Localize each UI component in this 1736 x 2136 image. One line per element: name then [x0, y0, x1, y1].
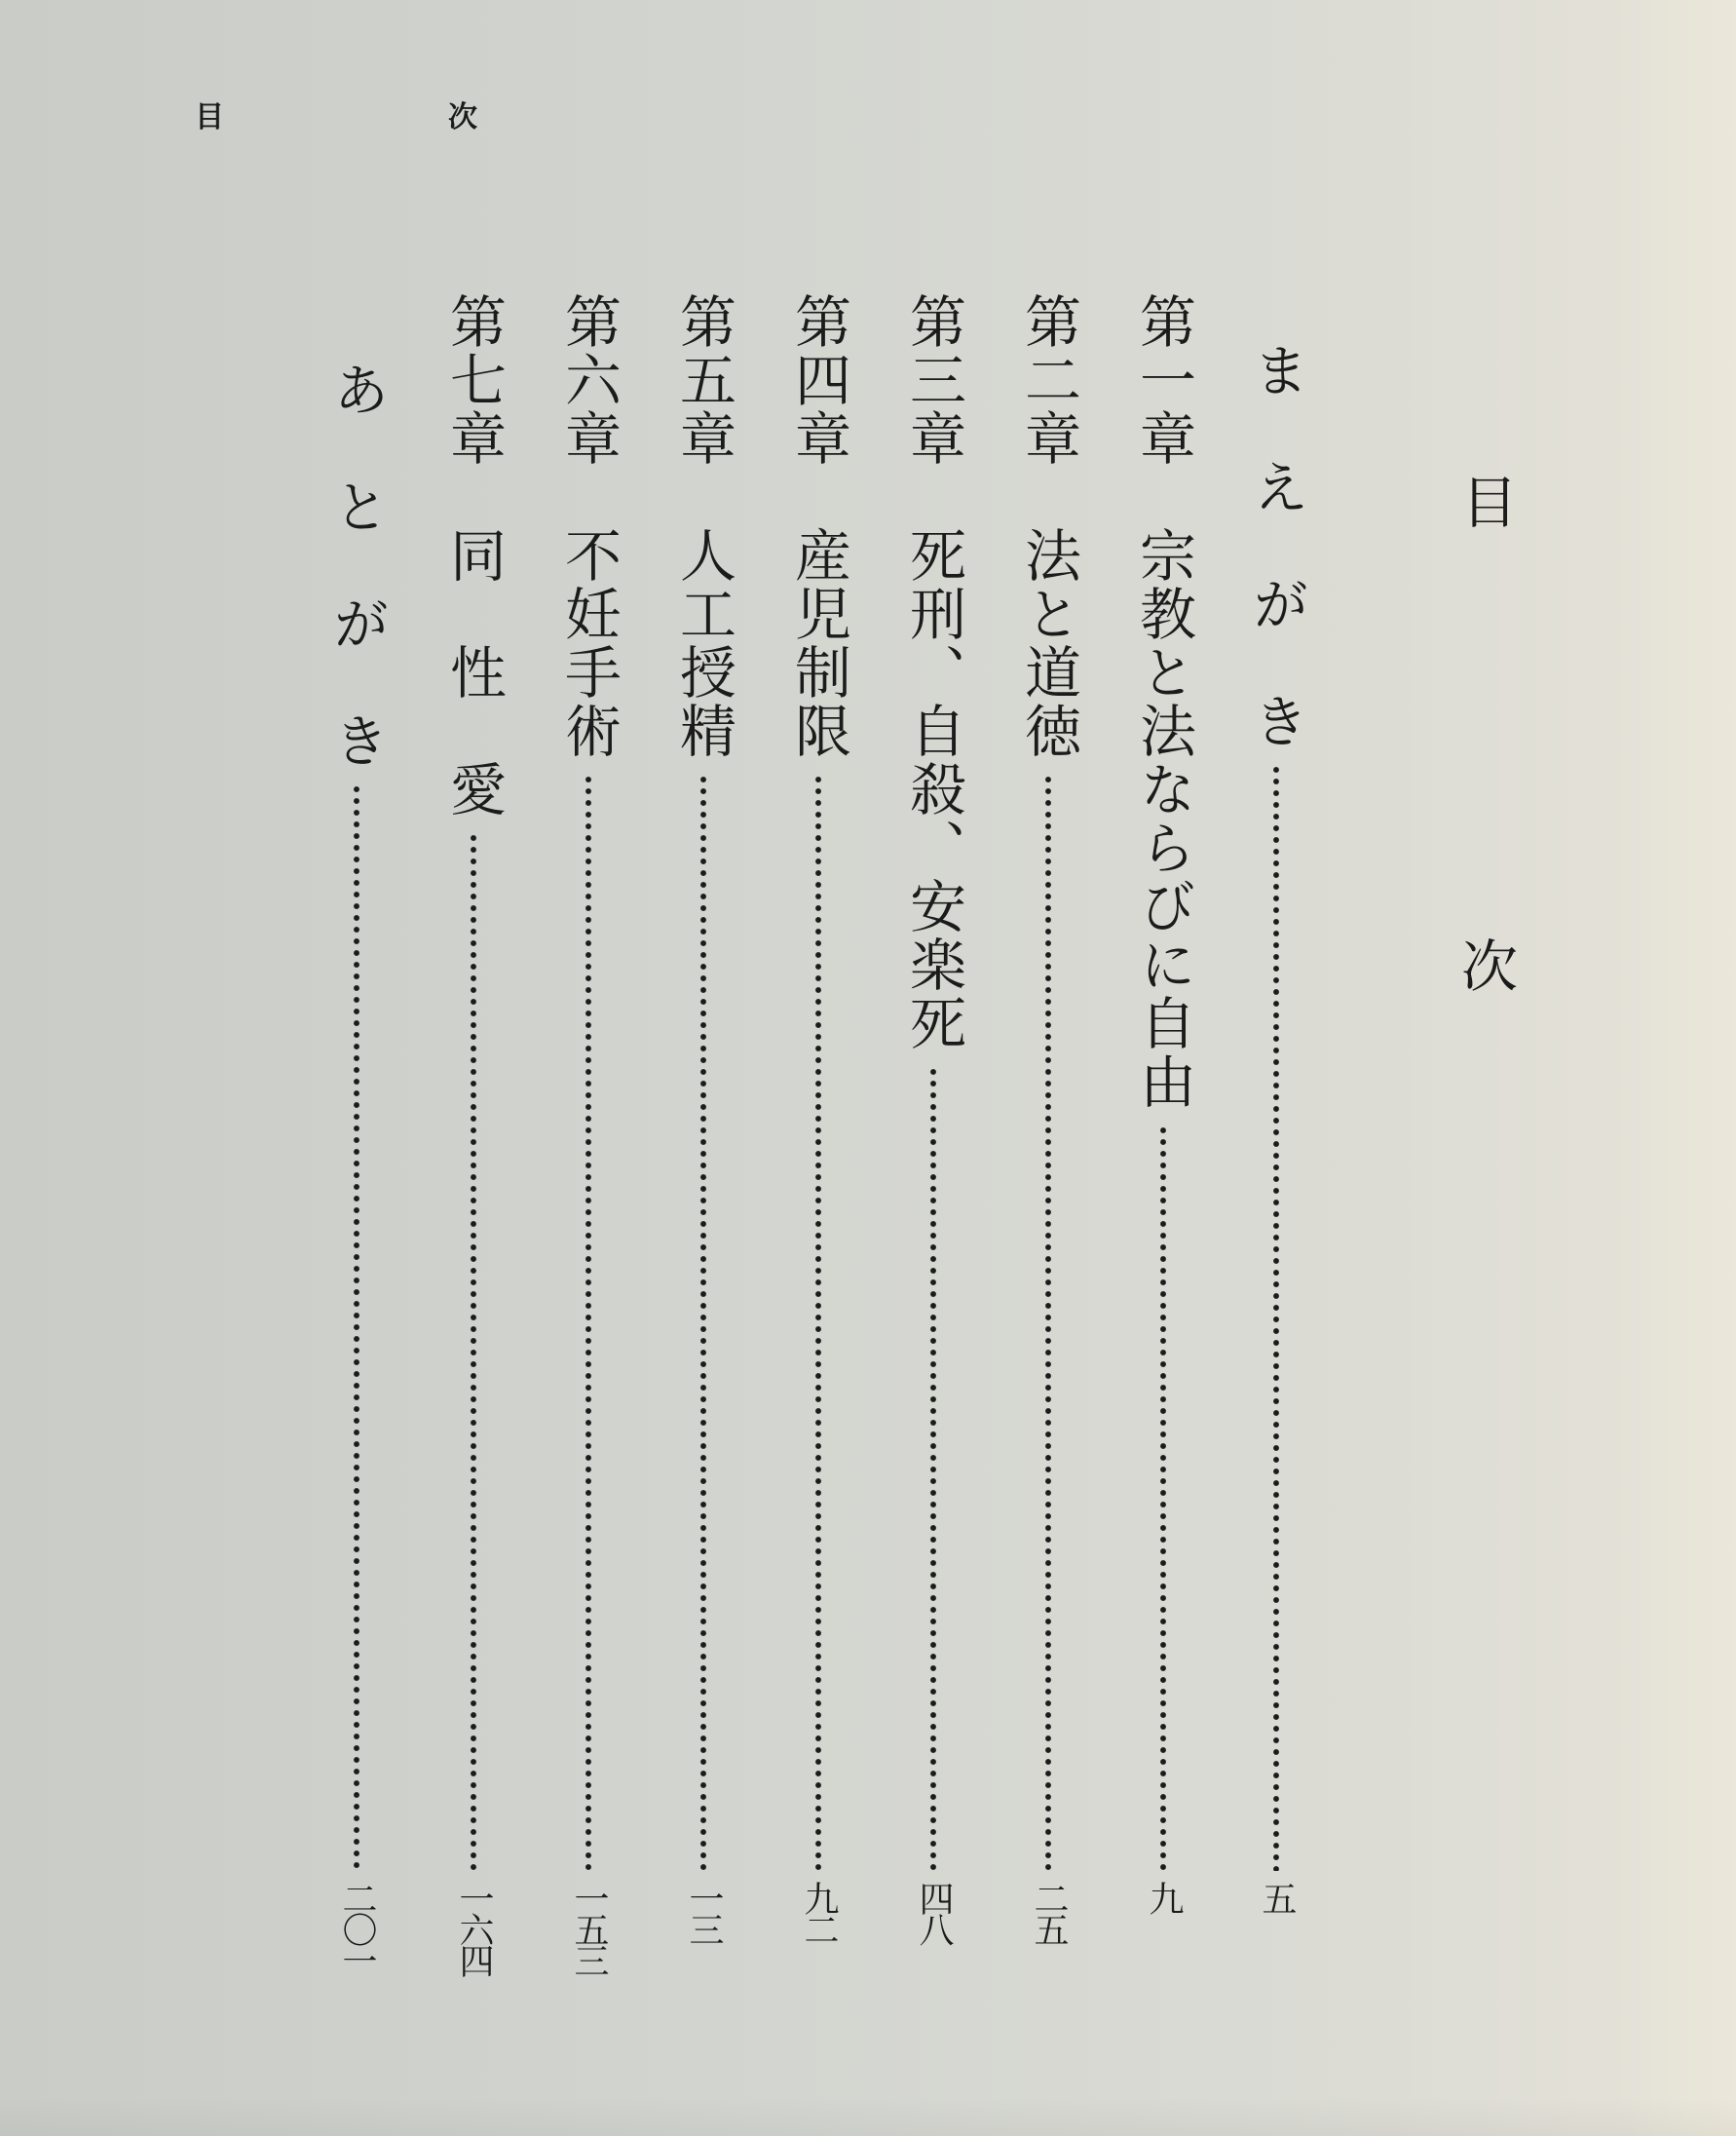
page-number: 九 — [1144, 1881, 1184, 1912]
entry-title: 第五章 人工授精 — [670, 292, 736, 760]
entry-title: ま え が き — [1243, 341, 1309, 750]
entry-title: 第六章 不妊手術 — [555, 292, 622, 760]
toc-entry-chapter-5[interactable] — [670, 292, 736, 1943]
dot-leader — [1159, 1125, 1167, 1871]
entry-title: 第七章 同 性 愛 — [440, 292, 507, 819]
entry-title: 第二章 法と道徳 — [1015, 292, 1081, 760]
dot-leader — [353, 783, 360, 1871]
toc-entry-chapter-7[interactable] — [440, 292, 507, 1974]
toc-entry-afterword[interactable] — [323, 292, 390, 1974]
toc-entry-chapter-2[interactable] — [1015, 292, 1081, 1943]
page-number: 一三 — [684, 1881, 724, 1943]
dot-leader — [1272, 764, 1280, 1871]
page-number: 九二 — [799, 1881, 839, 1943]
dot-leader — [814, 774, 822, 1871]
toc-entry-chapter-4[interactable] — [785, 292, 851, 1943]
toc-entry-chapter-3[interactable] — [900, 292, 966, 1943]
dot-leader — [585, 774, 592, 1871]
toc-entry-preface[interactable] — [1243, 292, 1309, 1929]
dot-leader — [699, 774, 707, 1871]
entry-title: 第四章 産児制限 — [785, 292, 851, 760]
toc-entry-chapter-6[interactable] — [555, 292, 622, 1974]
page-number: 一六四 — [454, 1881, 494, 1974]
page-number: 二五 — [1029, 1881, 1069, 1943]
page-shadow — [0, 2097, 1736, 2136]
page-number: 四八 — [914, 1881, 954, 1943]
entry-title: 第三章 死刑、自殺、安楽死 — [900, 292, 966, 1052]
page-number: 一五三 — [569, 1881, 609, 1974]
page-number: 五 — [1257, 1881, 1297, 1912]
dot-leader — [470, 832, 477, 1871]
entry-title: 第一章 宗教と法ならびに自由 — [1130, 292, 1196, 1111]
entry-title: あ と が き — [323, 361, 390, 770]
running-head: 目 次 — [195, 100, 575, 134]
toc-title: 目 次 — [1452, 473, 1518, 1168]
dot-leader — [929, 1066, 937, 1871]
page-number: 二〇一 — [337, 1881, 377, 1974]
toc-entry-chapter-1[interactable] — [1130, 292, 1196, 1929]
dot-leader — [1044, 774, 1052, 1871]
